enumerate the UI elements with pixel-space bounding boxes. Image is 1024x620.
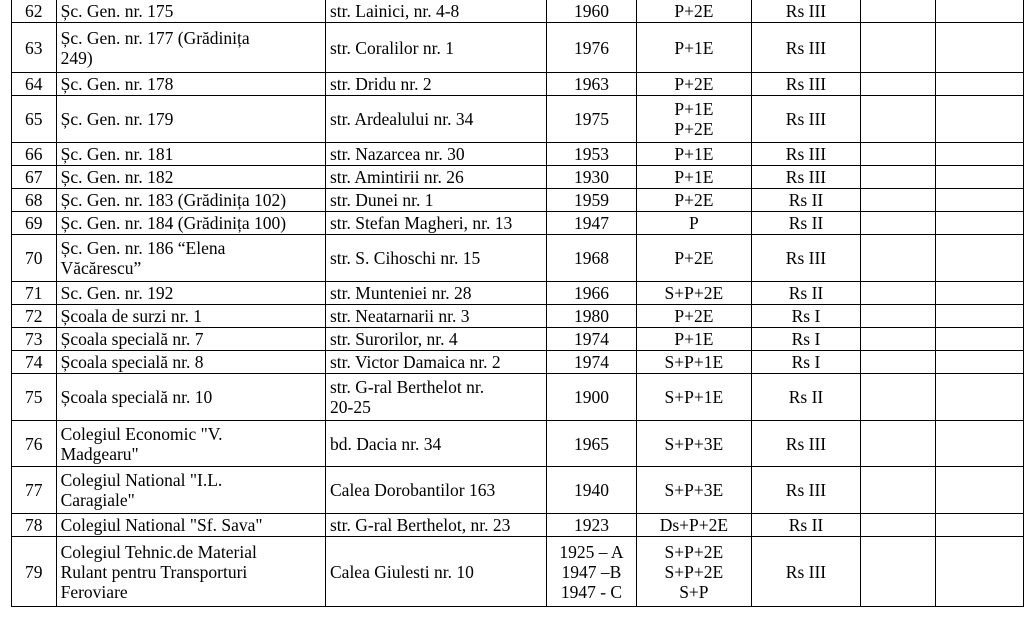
year-cell <box>547 166 637 189</box>
school-name-cell <box>56 212 325 235</box>
cell-line: S+P+2E <box>664 561 724 582</box>
cell-line: Colegiul National "Sf. Sava" <box>60 515 263 535</box>
cell-line: 1968 <box>573 248 609 268</box>
cell-line: str. Neatarnarii nr. 3 <box>330 306 470 326</box>
risk-class-cell <box>751 351 860 374</box>
address-cell <box>326 514 547 537</box>
row-number-cell <box>12 235 57 282</box>
risk-class-cell <box>751 96 860 143</box>
row-number-cell <box>12 23 57 73</box>
table-body <box>12 0 1024 607</box>
year-cell <box>547 467 637 514</box>
risk-class: Rs III <box>785 144 827 164</box>
levels-cell <box>636 96 751 143</box>
cell-line: P+2E <box>674 190 714 210</box>
address-cell <box>326 166 547 189</box>
table-row <box>12 166 1024 189</box>
cell-line: Școala specială nr. 7 <box>60 329 204 349</box>
cell-line: 1980 <box>573 306 609 326</box>
year-cell <box>547 421 637 467</box>
year-cell <box>547 189 637 212</box>
empty-cell <box>861 374 936 421</box>
risk-class-cell <box>751 328 860 351</box>
levels-cell <box>636 0 751 23</box>
cell-line: 1923 <box>573 515 609 535</box>
address-cell <box>326 282 547 305</box>
cell-line: Colegiul Economic "V. <box>60 423 223 444</box>
levels-cell <box>636 328 751 351</box>
cell-line: Madgearu" <box>60 443 139 464</box>
year-cell <box>547 374 637 421</box>
school-name-cell <box>56 305 325 328</box>
empty-cell <box>861 0 936 23</box>
school-name-cell <box>56 235 325 282</box>
risk-class: Rs I <box>791 329 821 349</box>
cell-line: str. S. Cihoschi nr. 15 <box>330 248 481 268</box>
table-row <box>12 537 1024 607</box>
table-row <box>12 0 1024 23</box>
table-row <box>12 421 1024 467</box>
address-cell <box>326 305 547 328</box>
year-cell <box>547 514 637 537</box>
table-row <box>12 96 1024 143</box>
table-row <box>12 305 1024 328</box>
cell-line: 1965 <box>573 433 609 454</box>
row-number-cell <box>12 282 57 305</box>
risk-class-cell <box>751 537 860 607</box>
risk-class: Rs III <box>785 74 827 94</box>
table-row <box>12 282 1024 305</box>
cell-line: Șc. Gen. nr. 177 (Grădinița <box>60 27 250 48</box>
cell-line: 20-25 <box>330 397 371 417</box>
cell-line: Colegiul Tehnic.de Material <box>60 541 257 562</box>
empty-cell <box>861 235 936 282</box>
cell-line: 1976 <box>573 37 609 58</box>
cell-line: S+P+3E <box>664 480 724 500</box>
year-cell <box>547 235 637 282</box>
cell-line: 1940 <box>573 480 609 500</box>
cell-line: str. Ardealului nr. 34 <box>330 109 474 129</box>
school-name-cell <box>56 467 325 514</box>
cell-line: 1900 <box>573 387 609 407</box>
cell-line: 1925 – A <box>559 541 624 562</box>
levels-cell <box>636 189 751 212</box>
year-cell <box>547 23 637 73</box>
levels-cell <box>636 166 751 189</box>
table-row <box>12 189 1024 212</box>
row-number-cell <box>12 73 57 96</box>
empty-cell <box>936 514 1024 537</box>
cell-line: Ds+P+2E <box>659 515 729 535</box>
levels-cell <box>636 537 751 607</box>
address-cell <box>326 374 547 421</box>
school-name-cell <box>56 0 325 23</box>
cell-line: S+P+1E <box>664 387 724 407</box>
cell-line: Calea Giulesti nr. 10 <box>330 561 474 582</box>
row-number-cell <box>12 0 57 23</box>
empty-cell <box>936 143 1024 166</box>
address-cell <box>326 73 547 96</box>
school-name-cell <box>56 282 325 305</box>
row-number-cell <box>12 328 57 351</box>
cell-line: Șc. Gen. nr. 186 “Elena <box>60 238 226 258</box>
empty-cell <box>861 73 936 96</box>
row-number-cell <box>12 514 57 537</box>
cell-line: P <box>689 213 699 233</box>
table-row <box>12 374 1024 421</box>
address-cell <box>326 467 547 514</box>
empty-cell <box>861 514 936 537</box>
row-number-cell <box>12 467 57 514</box>
empty-cell <box>861 166 936 189</box>
row-number: 69 <box>25 213 43 233</box>
row-number-cell <box>12 143 57 166</box>
cell-line: 1960 <box>573 1 609 21</box>
row-number: 75 <box>25 387 43 407</box>
year-cell <box>547 282 637 305</box>
empty-cell <box>936 212 1024 235</box>
year-cell <box>547 0 637 23</box>
cell-line: str. Dridu nr. 2 <box>330 74 432 94</box>
cell-line: 1953 <box>573 144 609 164</box>
cell-line: str. G-ral Berthelot nr. <box>330 377 485 397</box>
cell-line: S+P <box>679 581 709 602</box>
empty-cell <box>936 537 1024 607</box>
cell-line: Văcărescu” <box>60 258 142 278</box>
row-number-cell <box>12 421 57 467</box>
address-cell <box>326 143 547 166</box>
table-row <box>12 143 1024 166</box>
cell-line: 249) <box>60 47 93 68</box>
schools-seismic-risk-table <box>11 0 1024 607</box>
school-name-cell <box>56 351 325 374</box>
empty-cell <box>861 189 936 212</box>
risk-class: Rs III <box>785 480 827 500</box>
empty-cell <box>936 305 1024 328</box>
risk-class-cell <box>751 282 860 305</box>
cell-line: 1947 –B <box>561 561 622 582</box>
empty-cell <box>861 23 936 73</box>
cell-line: P+2E <box>674 1 714 21</box>
address-cell <box>326 537 547 607</box>
school-name-cell <box>56 328 325 351</box>
cell-line: P+1E <box>674 329 714 349</box>
row-number: 79 <box>25 561 43 582</box>
year-cell <box>547 537 637 607</box>
risk-class: Rs III <box>785 561 827 582</box>
cell-line: S+P+1E <box>664 352 724 372</box>
empty-cell <box>861 305 936 328</box>
empty-cell <box>861 96 936 143</box>
row-number: 74 <box>25 352 43 372</box>
empty-cell <box>936 166 1024 189</box>
address-cell <box>326 235 547 282</box>
cell-line: P+2E <box>674 119 714 139</box>
cell-line: str. Surorilor, nr. 4 <box>330 329 458 349</box>
risk-class: Rs I <box>791 352 821 372</box>
row-number-cell <box>12 212 57 235</box>
risk-class-cell <box>751 189 860 212</box>
cell-line: Școala de surzi nr. 1 <box>60 306 203 326</box>
risk-class-cell <box>751 467 860 514</box>
empty-cell <box>861 328 936 351</box>
empty-cell <box>936 421 1024 467</box>
empty-cell <box>936 0 1024 23</box>
school-name-cell <box>56 189 325 212</box>
row-number: 77 <box>25 480 43 500</box>
cell-line: 1959 <box>573 190 609 210</box>
cell-line: str. Victor Damaica nr. 2 <box>330 352 501 372</box>
risk-class-cell <box>751 0 860 23</box>
table-row <box>12 212 1024 235</box>
cell-line: Șc. Gen. nr. 178 <box>60 74 174 94</box>
empty-cell <box>861 467 936 514</box>
school-name-cell <box>56 421 325 467</box>
risk-class: Rs III <box>785 37 827 58</box>
table-row <box>12 514 1024 537</box>
risk-class: Rs III <box>785 1 827 21</box>
cell-line: 1963 <box>573 74 609 94</box>
address-cell <box>326 212 547 235</box>
row-number: 65 <box>25 109 43 129</box>
levels-cell <box>636 351 751 374</box>
row-number: 64 <box>25 74 43 94</box>
cell-line: str. G-ral Berthelot, nr. 23 <box>330 515 511 535</box>
cell-line: Calea Dorobantilor 163 <box>330 480 496 500</box>
cell-line: str. Stefan Magheri, nr. 13 <box>330 213 513 233</box>
empty-cell <box>861 421 936 467</box>
empty-cell <box>861 282 936 305</box>
cell-line: S+P+2E <box>664 541 724 562</box>
risk-class-cell <box>751 73 860 96</box>
risk-class: Rs II <box>788 213 824 233</box>
address-cell <box>326 96 547 143</box>
cell-line: 1974 <box>573 352 609 372</box>
address-cell <box>326 0 547 23</box>
row-number: 72 <box>25 306 43 326</box>
empty-cell <box>936 282 1024 305</box>
year-cell <box>547 96 637 143</box>
risk-class: Rs II <box>788 190 824 210</box>
year-cell <box>547 305 637 328</box>
risk-class: Rs II <box>788 387 824 407</box>
row-number: 73 <box>25 329 43 349</box>
empty-cell <box>861 351 936 374</box>
row-number-cell <box>12 305 57 328</box>
year-cell <box>547 351 637 374</box>
cell-line: Șc. Gen. nr. 175 <box>60 1 174 21</box>
risk-class-cell <box>751 374 860 421</box>
risk-class-cell <box>751 212 860 235</box>
empty-cell <box>936 235 1024 282</box>
address-cell <box>326 23 547 73</box>
cell-line: Colegiul National "I.L. <box>60 470 223 490</box>
cell-line: 1975 <box>573 109 609 129</box>
school-name-cell <box>56 23 325 73</box>
empty-cell <box>936 374 1024 421</box>
cell-line: Școala specială nr. 10 <box>60 387 213 407</box>
empty-cell <box>936 96 1024 143</box>
cell-line: 1974 <box>573 329 609 349</box>
risk-class: Rs III <box>785 167 827 187</box>
cell-line: str. Amintirii nr. 26 <box>330 167 464 187</box>
levels-cell <box>636 73 751 96</box>
row-number: 66 <box>25 144 43 164</box>
risk-class-cell <box>751 421 860 467</box>
address-cell <box>326 351 547 374</box>
cell-line: P+2E <box>674 306 714 326</box>
table-row <box>12 351 1024 374</box>
school-name-cell <box>56 514 325 537</box>
risk-class-cell <box>751 143 860 166</box>
cell-line: str. Munteniei nr. 28 <box>330 283 472 303</box>
cell-line: Rulant pentru Transporturi <box>60 561 248 582</box>
row-number-cell <box>12 537 57 607</box>
empty-cell <box>861 212 936 235</box>
row-number: 70 <box>25 248 43 268</box>
year-cell <box>547 328 637 351</box>
cell-line: Șc. Gen. nr. 181 <box>60 144 174 164</box>
empty-cell <box>936 73 1024 96</box>
cell-line: P+1E <box>674 167 714 187</box>
cell-line: Șc. Gen. nr. 184 (Grădinița 100) <box>60 213 287 233</box>
cell-line: P+2E <box>674 248 714 268</box>
empty-cell <box>936 351 1024 374</box>
row-number: 67 <box>25 167 43 187</box>
risk-class: Rs II <box>788 515 824 535</box>
row-number-cell <box>12 351 57 374</box>
cell-line: str. Dunei nr. 1 <box>330 190 434 210</box>
cell-line: 1966 <box>573 283 609 303</box>
school-name-cell <box>56 96 325 143</box>
risk-class: Rs III <box>785 248 827 268</box>
table-row <box>12 73 1024 96</box>
cell-line: Șc. Gen. nr. 182 <box>60 167 174 187</box>
school-name-cell <box>56 374 325 421</box>
cell-line: S+P+2E <box>664 283 724 303</box>
table-row <box>12 23 1024 73</box>
cell-line: 1930 <box>573 167 609 187</box>
row-number-cell <box>12 96 57 143</box>
risk-class: Rs I <box>791 306 821 326</box>
cell-line: bd. Dacia nr. 34 <box>330 433 442 454</box>
empty-cell <box>936 23 1024 73</box>
risk-class-cell <box>751 166 860 189</box>
levels-cell <box>636 467 751 514</box>
cell-line: Șc. Gen. nr. 183 (Grădinița 102) <box>60 190 287 210</box>
cell-line: str. Coralilor nr. 1 <box>330 37 454 58</box>
row-number: 71 <box>25 283 43 303</box>
risk-class-cell <box>751 235 860 282</box>
year-cell <box>547 143 637 166</box>
cell-line: Sc. Gen. nr. 192 <box>60 283 174 303</box>
row-number: 63 <box>25 37 43 58</box>
cell-line: P+2E <box>674 74 714 94</box>
levels-cell <box>636 23 751 73</box>
empty-cell <box>861 143 936 166</box>
cell-line: Feroviare <box>60 581 128 602</box>
cell-line: P+1E <box>674 144 714 164</box>
cell-line: str. Lainici, nr. 4-8 <box>330 1 460 21</box>
row-number: 68 <box>25 190 43 210</box>
row-number-cell <box>12 189 57 212</box>
school-name-cell <box>56 537 325 607</box>
row-number-cell <box>12 374 57 421</box>
year-cell <box>547 212 637 235</box>
table-row <box>12 328 1024 351</box>
levels-cell <box>636 374 751 421</box>
cell-line: Școala specială nr. 8 <box>60 352 204 372</box>
cell-line: P+1E <box>674 37 714 58</box>
row-number: 62 <box>25 1 43 21</box>
address-cell <box>326 189 547 212</box>
school-name-cell <box>56 166 325 189</box>
risk-class: Rs III <box>785 109 827 129</box>
cell-line: S+P+3E <box>664 433 724 454</box>
row-number-cell <box>12 166 57 189</box>
address-cell <box>326 421 547 467</box>
risk-class: Rs III <box>785 433 827 454</box>
risk-class-cell <box>751 514 860 537</box>
school-name-cell <box>56 73 325 96</box>
risk-class-cell <box>751 23 860 73</box>
empty-cell <box>936 328 1024 351</box>
levels-cell <box>636 282 751 305</box>
year-cell <box>547 73 637 96</box>
levels-cell <box>636 305 751 328</box>
levels-cell <box>636 514 751 537</box>
cell-line: str. Nazarcea nr. 30 <box>330 144 465 164</box>
levels-cell <box>636 212 751 235</box>
cell-line: Șc. Gen. nr. 179 <box>60 109 174 129</box>
table-row <box>12 235 1024 282</box>
cell-line: Caragiale" <box>60 490 135 510</box>
empty-cell <box>936 467 1024 514</box>
school-name-cell <box>56 143 325 166</box>
levels-cell <box>636 421 751 467</box>
empty-cell <box>936 189 1024 212</box>
row-number: 78 <box>25 515 43 535</box>
table-row <box>12 467 1024 514</box>
address-cell <box>326 328 547 351</box>
levels-cell <box>636 143 751 166</box>
row-number: 76 <box>25 433 43 454</box>
risk-class-cell <box>751 305 860 328</box>
cell-line: P+1E <box>674 99 714 119</box>
cell-line: 1947 - C <box>560 581 623 602</box>
levels-cell <box>636 235 751 282</box>
cell-line: 1947 <box>573 213 609 233</box>
risk-class: Rs II <box>788 283 824 303</box>
empty-cell <box>861 537 936 607</box>
